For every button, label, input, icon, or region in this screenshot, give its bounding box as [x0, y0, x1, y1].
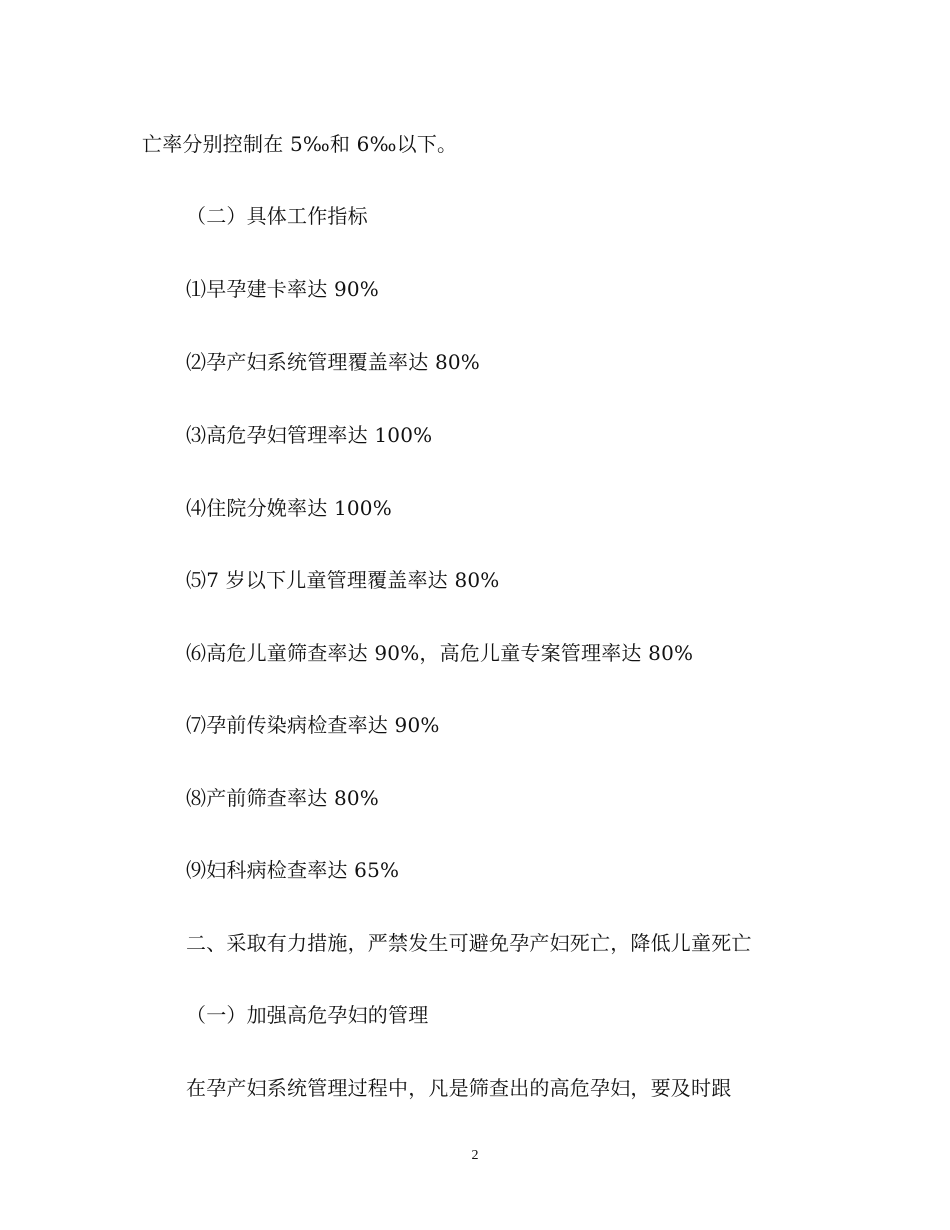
- indicator-item-7: ⑺孕前传染病检查率达 90%: [186, 713, 440, 737]
- body-paragraph-line: 在孕产妇系统管理过程中，凡是筛查出的高危孕妇，要及时跟: [186, 1076, 732, 1100]
- indicator-item-4: ⑷住院分娩率达 100%: [186, 496, 392, 520]
- page-number: 2: [471, 1148, 479, 1163]
- indicator-item-6: ⑹高危儿童筛查率达 90%，高危儿童专案管理率达 80%: [186, 641, 694, 665]
- indicator-item-2: ⑵孕产妇系统管理覆盖率达 80%: [186, 350, 481, 374]
- section-heading-measures: 二、采取有力措施，严禁发生可避免孕产妇死亡，降低儿童死亡: [186, 931, 752, 955]
- indicator-item-9: ⑼妇科病检查率达 65%: [186, 858, 400, 882]
- indicator-item-3: ⑶高危孕妇管理率达 100%: [186, 423, 433, 447]
- indicator-item-1: ⑴早孕建卡率达 90%: [186, 277, 380, 301]
- paragraph-continuation-line: 亡率分别控制在 5‰和 6‰以下。: [142, 132, 458, 156]
- indicator-item-8: ⑻产前筛查率达 80%: [186, 786, 380, 810]
- subsection-heading-high-risk-management: （一）加强高危孕妇的管理: [186, 1003, 429, 1027]
- indicator-item-5: ⑸7 岁以下儿童管理覆盖率达 80%: [186, 568, 500, 592]
- section-heading-specific-indicators: （二）具体工作指标: [186, 204, 368, 228]
